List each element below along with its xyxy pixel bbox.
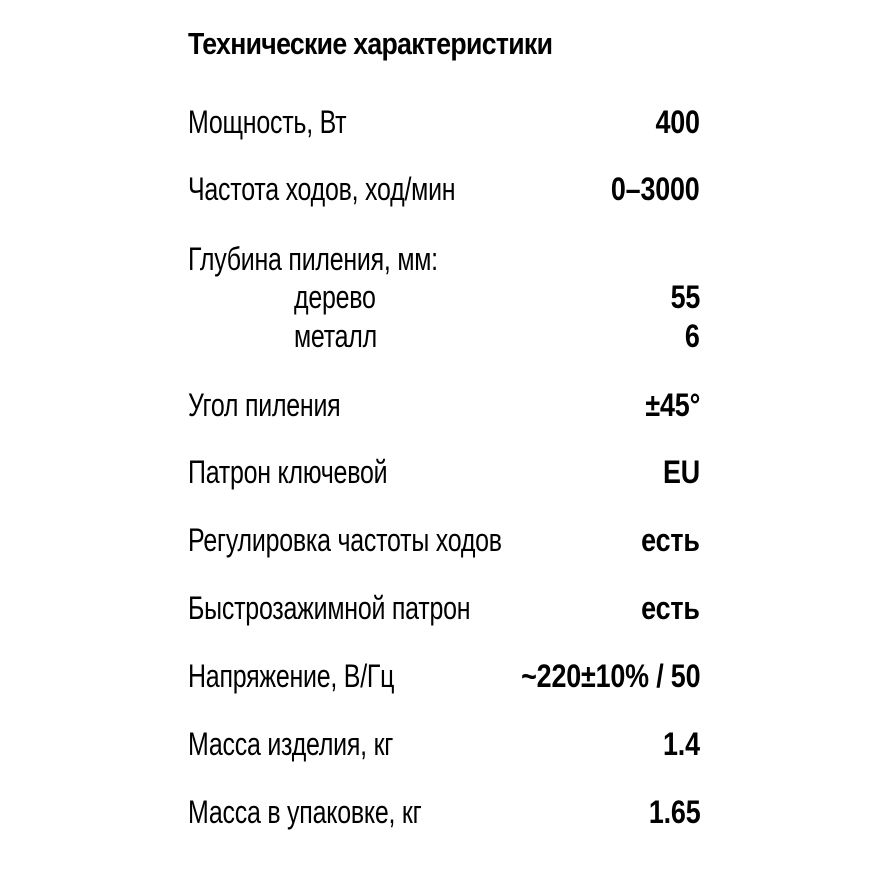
spec-label: Быстрозажимной патрон [188,590,471,626]
spec-value: 400 [655,104,700,140]
spec-value: 1.4 [663,726,700,762]
spec-row-cut-depth-metal [188,316,700,356]
spec-row-stroke-rate [188,169,700,209]
spec-label: Масса в упаковке, кг [188,794,422,830]
spec-label: Регулировка частоты ходов [188,522,502,558]
spec-value: 6 [685,318,700,354]
spec-label: Напряжение, В/Гц [188,658,395,694]
spec-value: ±45° [645,387,700,423]
spec-row-quick-chuck [188,588,700,628]
spec-value: EU [662,454,700,490]
spec-label: Угол пиления [188,387,341,423]
spec-value: есть [641,590,700,626]
spec-title: Технические характеристики [188,26,553,61]
spec-row-weight [188,724,700,764]
spec-row-voltage [188,656,700,696]
spec-row-power [188,102,700,142]
spec-row-cut-depth [188,239,700,279]
spec-value: 0–3000 [611,171,700,207]
spec-value: ~220±10% / 50 [520,658,700,694]
spec-label: Мощность, Вт [188,104,347,140]
spec-sheet [188,22,700,830]
spec-value: 1.65 [648,794,700,830]
spec-value: есть [641,522,700,558]
spec-label: Патрон ключевой [188,454,388,490]
spec-label: Частота ходов, ход/мин [188,171,456,207]
spec-row-speed-control [188,520,700,560]
spec-row-cut-angle [188,385,700,425]
spec-row-weight-packed [188,792,700,832]
spec-label: Глубина пиления, мм: [188,241,438,277]
spec-sublabel: дерево [294,279,376,315]
spec-label: Масса изделия, кг [188,726,394,762]
spec-row-cut-depth-wood [188,277,700,317]
spec-row-chuck-key [188,452,700,492]
spec-sublabel: металл [294,318,377,354]
spec-value: 55 [670,279,700,315]
